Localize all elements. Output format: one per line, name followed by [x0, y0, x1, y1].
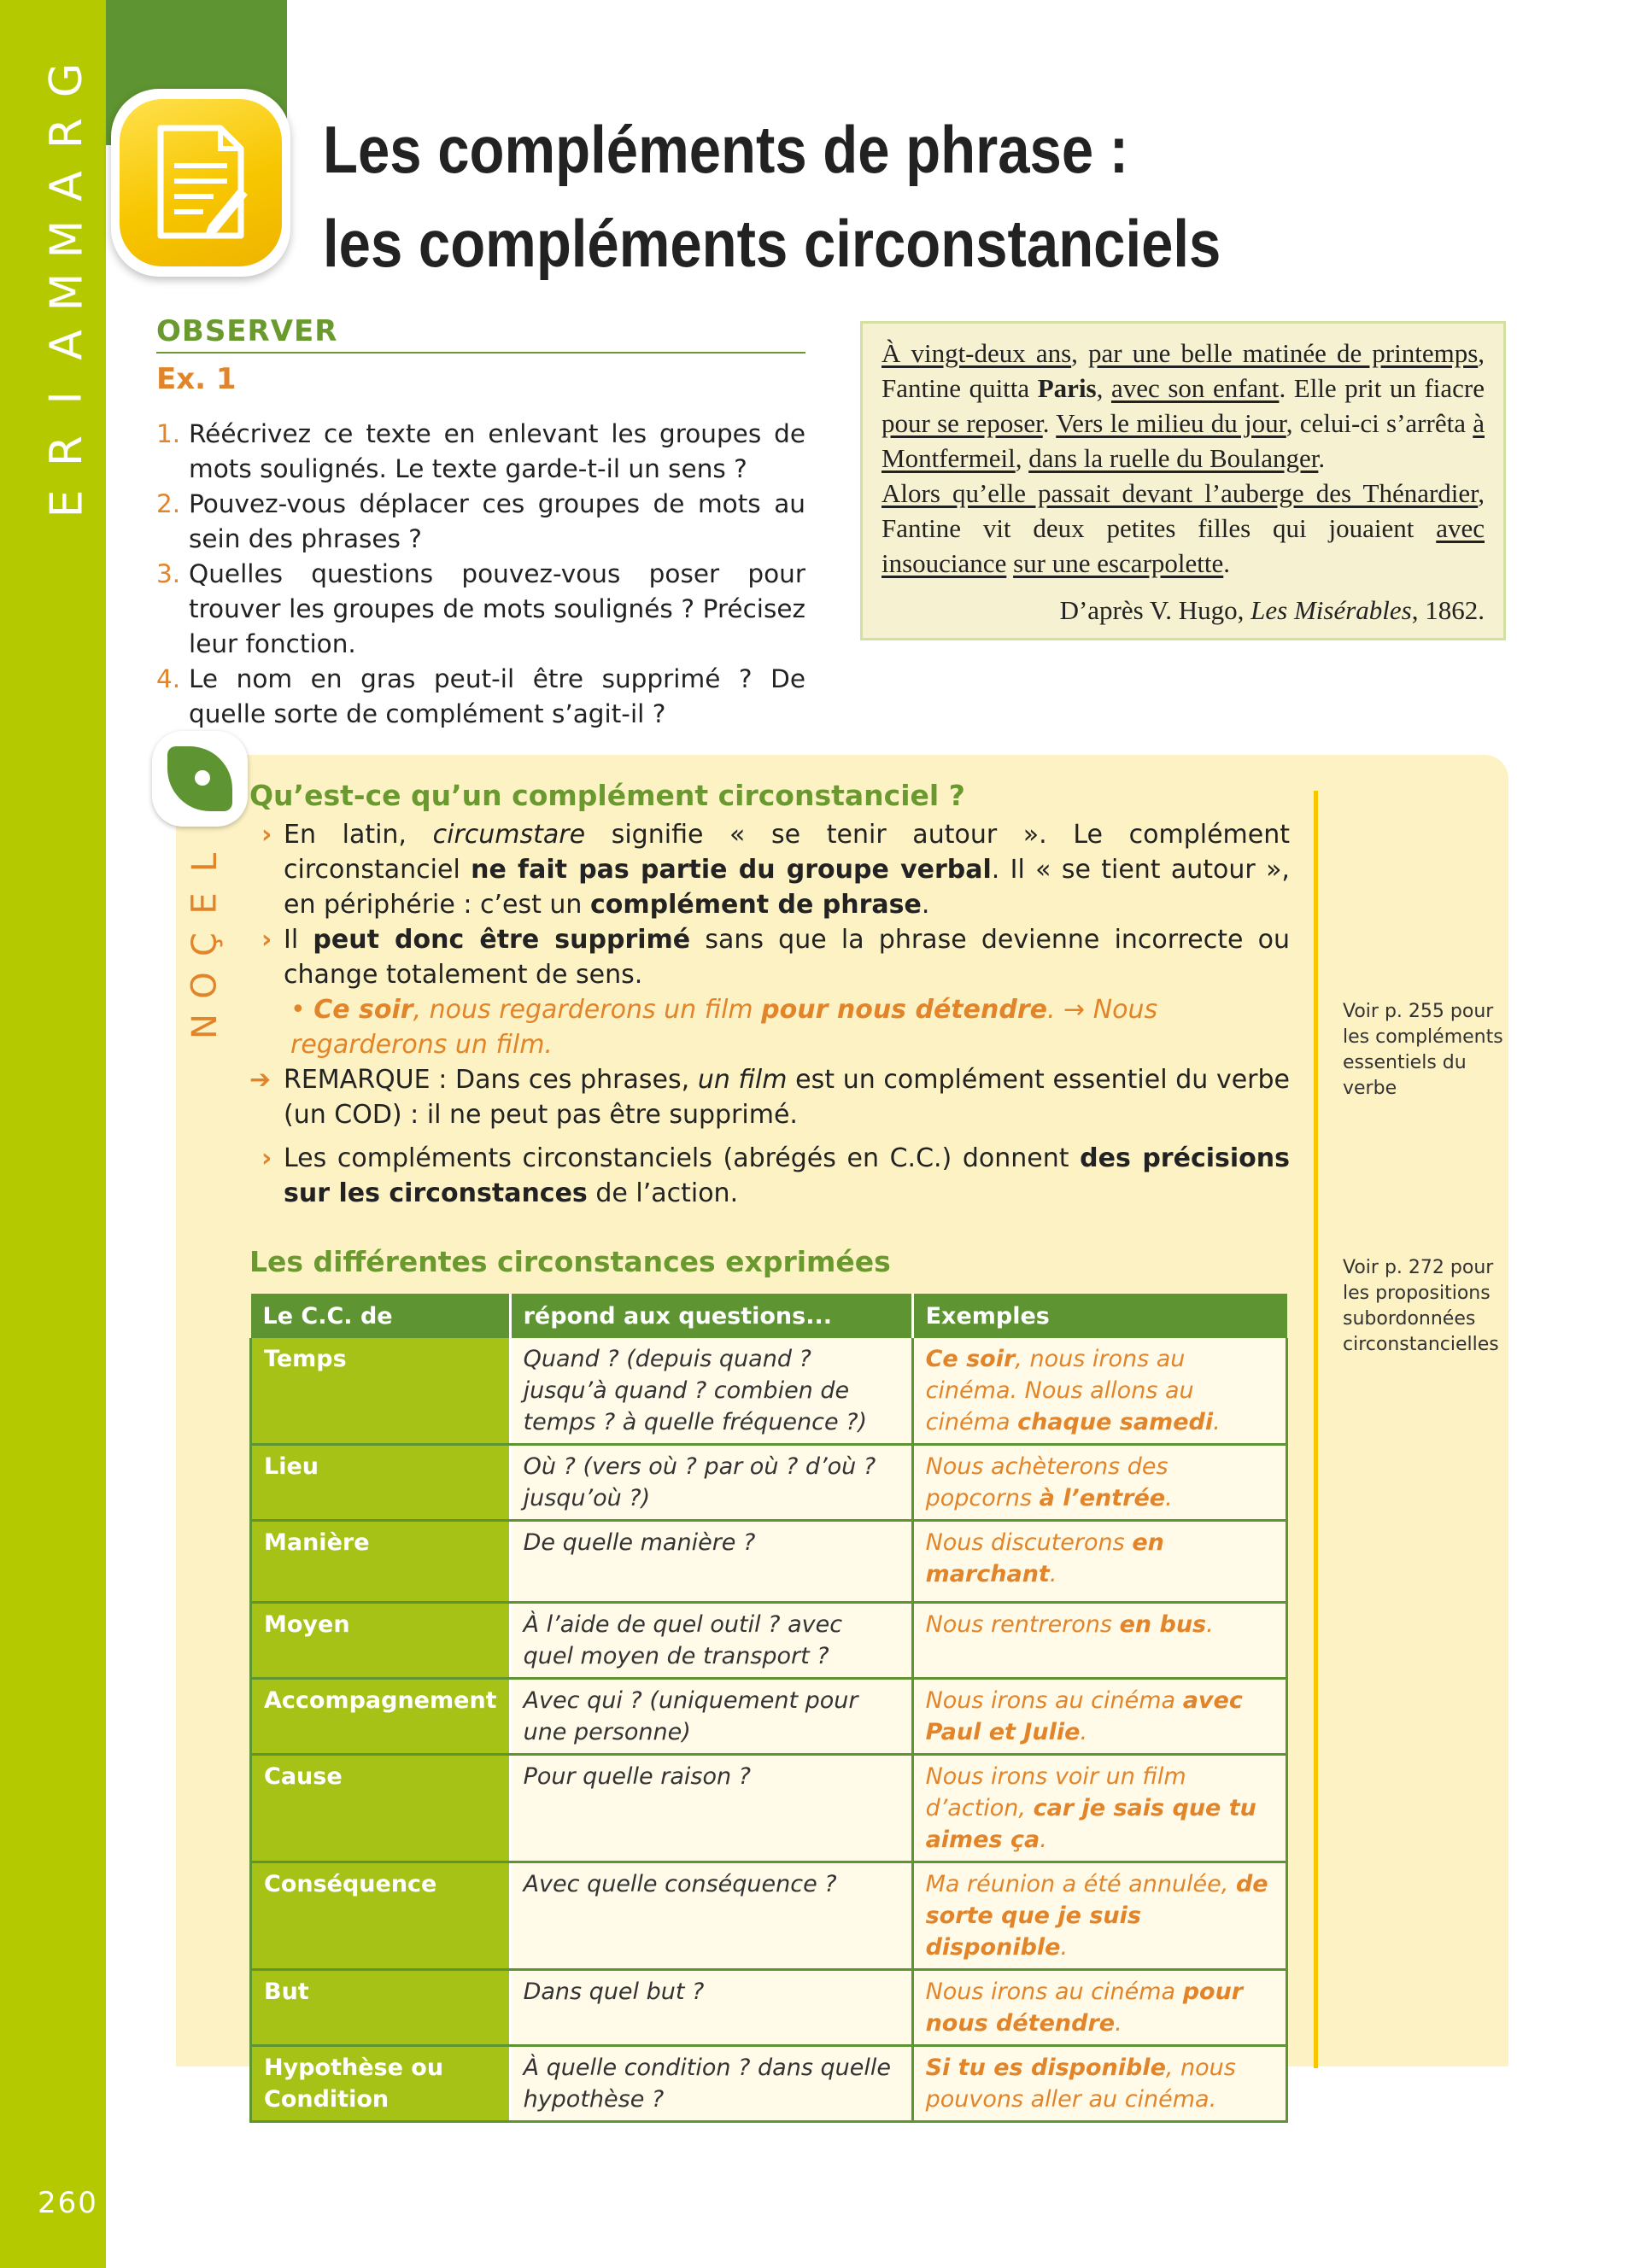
cc-type-cell: Accompagnement [251, 1679, 511, 1755]
table-row [251, 2046, 1287, 2122]
bold-text: ne fait pas partie du groupe verbal [471, 855, 992, 885]
vertical-letter: E [40, 489, 92, 518]
text: Les compléments circonstanciels (abrégés en C.C.) donnent [284, 1143, 1081, 1173]
example-text: Nous irons au cinéma [925, 1687, 1183, 1714]
underlined-group: par une belle matinée de printemps [1087, 338, 1479, 368]
document-icon [111, 89, 290, 277]
example-text: . [1213, 1409, 1221, 1435]
lecon-content [249, 779, 1290, 2123]
chevron-right-icon: › [261, 925, 272, 955]
passage-fragment: , Fantine quitta [882, 338, 1485, 403]
cc-highlight: pour nous détendre [925, 1979, 1244, 2037]
passage-fragment: , [1071, 338, 1088, 368]
vertical-letter: M [41, 219, 92, 259]
question-number: 1. [156, 419, 181, 448]
cc-highlight: en bus [1119, 1611, 1207, 1638]
underlined-group: avec son enfant [1110, 373, 1280, 403]
title-line-2: les compléments circonstanciels [323, 206, 1221, 281]
literary-passage [860, 321, 1506, 640]
underlined-group: dans la ruelle du Boulanger [1028, 443, 1319, 473]
vertical-letter: O [184, 972, 225, 999]
cc-type-cell: Manière [251, 1521, 511, 1603]
example-text: Nous discuterons [925, 1529, 1133, 1556]
example-text: . [1049, 1561, 1057, 1587]
vertical-letter: I [41, 391, 92, 405]
lecon-heading: Qu’est-ce qu’un complément circonstanciel ? [249, 779, 965, 812]
text: REMARQUE : Dans ces phrases, [284, 1065, 698, 1095]
underlined-group: avec insouciance [882, 513, 1485, 578]
cc-type-cell: Cause [251, 1755, 511, 1862]
passage-text [882, 336, 1485, 581]
question-item [156, 557, 805, 662]
text: signifie « se tenir autour ». Le complément circonstanciel [284, 820, 1290, 885]
table-row [251, 1338, 1287, 1445]
document-pencil-icon [120, 99, 282, 266]
example-text: Nous achèterons des popcorns [925, 1453, 1168, 1511]
vertical-letter: N [184, 1014, 225, 1039]
example-cell [912, 1521, 1286, 1603]
bold-noun: Paris [1037, 373, 1097, 403]
vertical-letter: R [40, 117, 92, 149]
cc-highlight: chaque samedi [1017, 1409, 1214, 1435]
questions-cell: De quelle manière ? [510, 1521, 912, 1603]
questions-cell: Quand ? (depuis quand ? jusqu’à quand ? combien de temps ? à quelle fréquence ?) [510, 1338, 912, 1445]
example-cell [912, 1445, 1286, 1521]
cc-type-cell: Temps [251, 1338, 511, 1445]
vertical-letter: M [41, 272, 92, 312]
section-label-lecon [184, 845, 225, 1043]
text: de l’action. [587, 1178, 739, 1208]
question-text: Quelles questions pouvez-vous poser pour trouver les groupes de mots soulignés ? Précisez leur fonction. [189, 559, 805, 658]
table-body [251, 1338, 1287, 2122]
example-text: Nous irons voir un film d’action, [925, 1763, 1186, 1821]
table-row [251, 1755, 1287, 1862]
chevron-right-icon: › [261, 820, 272, 850]
lecon-example [249, 992, 1290, 1062]
bold-text: complément de phrase [589, 890, 922, 920]
source-title: Les Misérables [1250, 595, 1412, 625]
table-header-row [251, 1294, 1287, 1338]
cc-type-cell: Conséquence [251, 1862, 511, 1970]
chevron-right-icon: › [261, 1143, 272, 1173]
question-number: 2. [156, 489, 181, 518]
vertical-letter: Ç [184, 932, 225, 956]
vertical-letter: A [40, 171, 92, 202]
margin-note: Voir p. 272 pour les propositions subordonnées circonstancielles [1343, 1257, 1499, 1355]
lecon-bullet [249, 922, 1290, 992]
margin-rule [1314, 791, 1318, 2068]
table-row [251, 1521, 1287, 1603]
observer-heading: OBSERVER [156, 314, 805, 354]
example-text: Nous irons au cinéma [925, 1979, 1183, 2005]
text: En latin, [284, 820, 433, 850]
underlined-group: À vingt-deux ans [882, 338, 1072, 368]
table-row [251, 1445, 1287, 1521]
question-item [156, 417, 805, 487]
cc-type-cell: Moyen [251, 1603, 511, 1679]
cc-highlight: à l’entrée [1039, 1485, 1166, 1511]
example-text: . [1080, 1719, 1088, 1745]
questions-cell: Avec quelle conséquence ? [510, 1862, 912, 1970]
table-row [251, 1679, 1287, 1755]
cc-highlight: en marchant [925, 1529, 1164, 1587]
questions-cell: Avec qui ? (uniquement pour une personne) [510, 1679, 912, 1755]
circumstances-table [249, 1294, 1288, 2123]
lecon-remark [249, 1062, 1290, 1132]
cc-highlight: avec Paul et Julie [925, 1687, 1243, 1745]
example-text: . [1206, 1611, 1214, 1638]
table-row [251, 1862, 1287, 1970]
underlined-group: sur une escarpolette [1013, 548, 1224, 578]
passage-fragment: . Elle prit un fiacre [1279, 373, 1485, 403]
bold-example: pour nous détendre [761, 995, 1047, 1025]
text: sans que la phrase devienne incorrecte ou change totalement de sens. [284, 925, 1290, 990]
text: est un complément essentiel du verbe (un COD) : il ne peut pas être supprimé. [284, 1065, 1290, 1130]
cc-highlight: Ce soir [925, 1346, 1016, 1372]
example-text: . [1165, 1485, 1173, 1511]
cc-highlight: Si tu es disponible [925, 2055, 1166, 2081]
bullet: • [290, 995, 314, 1025]
question-text: Le nom en gras peut-il être supprimé ? De quelle sorte de complément s’agit-il ? [189, 664, 805, 728]
table-row [251, 1970, 1287, 2046]
bold-text: des précisions sur les circonstances [284, 1143, 1290, 1208]
source-year: , 1862. [1411, 595, 1485, 625]
questions-cell: Où ? (vers où ? par où ? d’où ? jusqu’où ?) [510, 1445, 912, 1521]
questions-cell: Pour quelle raison ? [510, 1755, 912, 1862]
underlined-group: Vers le milieu du jour [1056, 408, 1286, 438]
column-header: répond aux questions... [510, 1294, 912, 1338]
latin-term: circumstare [432, 820, 586, 850]
passage-fragment: , celui-ci s’arrêta [1286, 408, 1473, 438]
cc-type-cell: Hypothèse ou Condition [251, 2046, 511, 2122]
lecon-bullet [249, 1141, 1290, 1211]
passage-fragment: . [1223, 548, 1230, 578]
questions-cell: Dans quel but ? [510, 1970, 912, 2046]
vertical-letter: L [184, 852, 225, 873]
vertical-letter: R [40, 435, 92, 467]
question-item [156, 662, 805, 732]
text: Il [284, 925, 313, 955]
title-line-1: Les compléments de phrase : [323, 112, 1129, 187]
bold-example: Ce soir [313, 995, 413, 1025]
underlined-group: à Montfermeil [882, 408, 1485, 473]
example-cell [912, 1679, 1286, 1755]
passage-fragment [1006, 548, 1013, 578]
example-text: . [1060, 1934, 1069, 1961]
column-header: Exemples [912, 1294, 1286, 1338]
underlined-group: Alors qu’elle passait devant l’auberge des Thénardier [882, 478, 1479, 508]
example-text: Ma réunion a été annulée, [925, 1871, 1236, 1897]
example-text: . [1115, 2010, 1122, 2037]
example-cell [912, 1603, 1286, 1679]
example-cell [912, 2046, 1286, 2122]
cc-highlight: car je sais que tu aimes ça [925, 1795, 1256, 1853]
example-cell [912, 1862, 1286, 1970]
example-text: , nous pouvons aller au cinéma. [925, 2055, 1236, 2113]
example-cell [912, 1755, 1286, 1862]
lecon-bullet [249, 817, 1290, 922]
vertical-letter: A [40, 330, 92, 360]
vertical-letter: E [184, 892, 225, 915]
text: . Il « se tient autour », en périphérie : c’est un [284, 855, 1290, 920]
passage-fragment: , Fantine vit deux petites filles qui jouaient [882, 478, 1485, 543]
cc-type-cell: But [251, 1970, 511, 2046]
table-heading: Les différentes circonstances exprimées [249, 1245, 891, 1278]
bold-text: peut donc être supprimé [313, 925, 691, 955]
passage-fragment: , [1096, 373, 1111, 403]
question-text: Pouvez-vous déplacer ces groupes de mots au sein des phrases ? [189, 489, 805, 553]
example-text: , nous irons au cinéma. Nous allons au cinéma [925, 1346, 1194, 1435]
question-text: Réécrivez ce texte en enlevant les groupes de mots soulignés. Le texte garde-t-il un sens ? [189, 419, 805, 483]
example-text: . → Nous regarderons un film. [290, 995, 1158, 1060]
example-text: Nous rentrerons [925, 1611, 1120, 1638]
passage-source [882, 593, 1485, 628]
arrow-right-icon: ➔ [249, 1065, 272, 1095]
page-title [323, 102, 1221, 290]
example-cell [912, 1338, 1286, 1445]
exercise-label: Ex. 1 [156, 362, 237, 396]
leaf-icon [152, 731, 248, 827]
vertical-letter: G [41, 62, 93, 98]
underlined-group: pour se reposer [882, 408, 1043, 438]
margin-note: Voir p. 255 pour les compléments essentiels du verbe [1343, 1001, 1503, 1099]
example-cell [912, 1970, 1286, 2046]
cc-highlight: de sorte que je suis disponible [925, 1871, 1268, 1961]
cc-type-cell: Lieu [251, 1445, 511, 1521]
table-row [251, 1603, 1287, 1679]
page-number: 260 [38, 2186, 98, 2220]
question-number: 4. [156, 664, 181, 693]
italic-text: un film [697, 1065, 788, 1095]
question-number: 3. [156, 559, 181, 588]
questions-cell: À l’aide de quel outil ? avec quel moyen de transport ? [510, 1603, 912, 1679]
example-text: , nous regarderons un film [413, 995, 762, 1025]
passage-fragment: . [1042, 408, 1057, 438]
question-list [156, 417, 805, 732]
text: . [921, 890, 930, 920]
example-text: . [1040, 1827, 1047, 1853]
section-label-grammaire [40, 58, 93, 526]
questions-cell: À quelle condition ? dans quelle hypothèse ? [510, 2046, 912, 2122]
source-prefix: D’après V. Hugo, [1059, 595, 1251, 625]
passage-fragment: . [1318, 443, 1326, 473]
question-item [156, 487, 805, 557]
column-header: Le C.C. de [251, 1294, 511, 1338]
passage-fragment: , [1015, 443, 1029, 473]
